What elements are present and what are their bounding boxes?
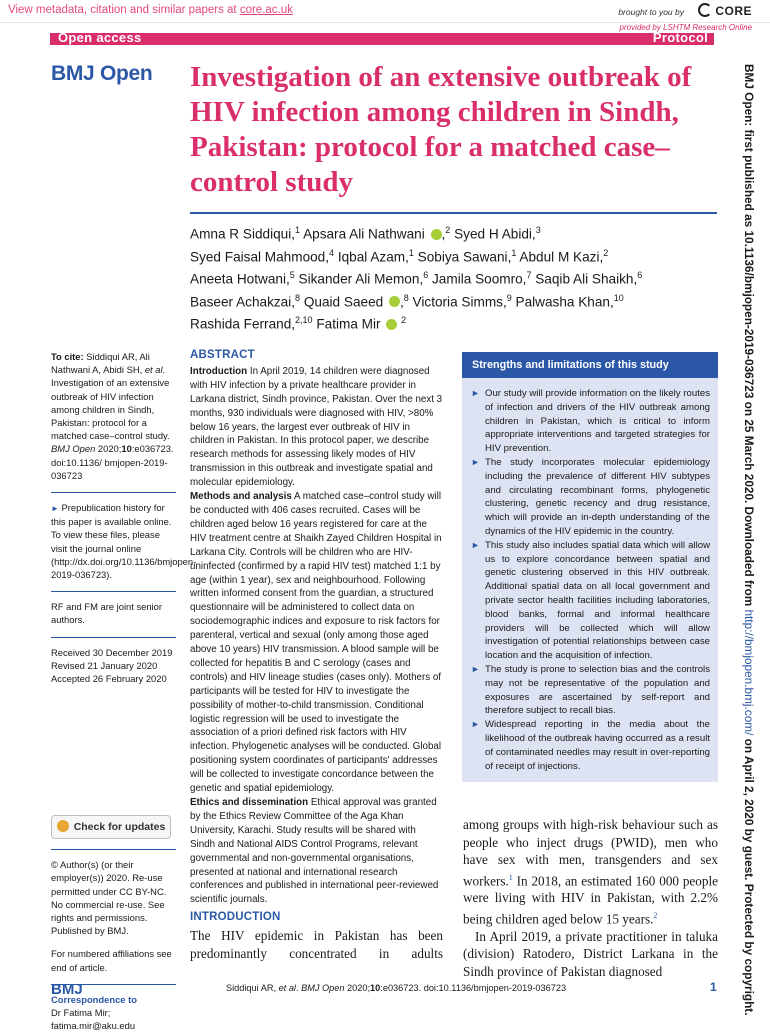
list-item — [471, 718, 710, 773]
abstract-section — [190, 349, 443, 907]
affiliations-note: For numbered affiliations see end of article. — [51, 948, 172, 973]
article-type-label: Protocol — [652, 30, 708, 45]
footer-cite-text: . — [295, 983, 302, 993]
author-list: Amna R Siddiqui,$^1$ Apsara Ali Nathwani ,$^2$ Syed H Abidi,$^3$ Syed Faisal Mahmood,$^4$ Iqbal Azam,$^1$ Sobiya Sawani,$^1$ Abdul M Kazi,$^2$ Aneeta Hotwani,$^5$ Sikander Ali Memon,$^6$ Jamila Soomro,$^7$ Saqib Ali Shaikh,$^6$ Baseer Achakzai,$^8$ Quaid Saeed ,$^8$ Victoria Simms,$^9$ Palwasha Khan,$^{10}$ Rashida Ferrand,$^{2,10}$ Fatima Mir $^2$ — [190, 225, 643, 332]
core-link[interactable]: core.ac.uk — [239, 4, 293, 16]
affiliation-number: 2,10 — [295, 315, 313, 326]
affiliation-number: 1 — [295, 225, 301, 235]
received-date: Received 30 December 2019 — [51, 646, 173, 658]
author: Victoria Simms, — [408, 294, 507, 310]
footer-cite-volume: 10 — [370, 983, 381, 993]
introduction-heading: INTRODUCTION — [190, 911, 281, 923]
brought-to-you-text: brought to you by — [618, 7, 684, 17]
core-logo[interactable] — [698, 3, 752, 18]
footer-citation — [226, 983, 566, 993]
affiliation-number: 1 — [511, 247, 517, 258]
author: Quaid Saeed — [300, 294, 384, 310]
strengths-list — [462, 378, 718, 773]
to-cite-text: . Investigation of an extensive outbreak of HIV infection among children in Sindh, Pakistan: protocol for a matched case–control study. — [51, 364, 170, 442]
correspondence-email[interactable]: fatima.mir@aku.edu — [51, 1020, 136, 1032]
core-banner — [0, 0, 770, 23]
triangle-icon: ► — [51, 504, 59, 514]
prepub-text[interactable]: Prepublication history for this paper is available online. To view these files, please visit the journal online (http://dx.doi.org/10.1136/bmjopen-2019-036723). — [51, 502, 197, 581]
intro-paragraph: In April 2019, a private practitioner in taluka (division) Ratodero, District Larkana in the Sindh province of Pakistan diagnosed — [463, 928, 718, 979]
abstract-intro-text: In April 2019, 14 children were diagnosed with HIV infection by a private healthcare provider in Larkana district, Sindh province, Pakistan. Over the next 3 months, 930 individuals were diagnosed with HIV, >80% below 16 years, the largest ever outbreak of HIV in children in Pakistan. In this protocol paper, we describe research methods for assessing likely modes of HIV transmission in this outbreak and investigate spatial and molecular epidemiology. — [190, 365, 443, 489]
affiliation-number: 4 — [329, 247, 335, 258]
footer-cite-text: 2020; — [344, 983, 371, 993]
affiliation-number: 6 — [637, 270, 643, 281]
footer-cite-doi: :e036723. doi:10.1136/bmjopen-2019-036723 — [380, 983, 567, 993]
side-text: BMJ Open: first published as 10.1136/bmjopen-2019-036723 on 25 March 2020. Downloaded from — [742, 64, 756, 610]
affiliation-number: 1 — [408, 247, 414, 258]
intro-line: The HIV epidemic in Pakistan has been — [190, 928, 443, 943]
introduction-right-column — [463, 816, 718, 980]
strength-text: Our study will provide information on the likely routes of infection and drivers of the HIV outbreak among children in Pakistan, which is critical to inform appropriate interventions and targeted strategies for HIV prevention. — [485, 388, 710, 455]
bmj-footer-logo: BMJ — [51, 981, 83, 998]
author: Abdul M Kazi, — [516, 249, 604, 265]
author: Rashida Ferrand, — [190, 316, 296, 332]
list-item — [471, 663, 710, 718]
footer-cite-journal: BMJ Open — [301, 983, 345, 993]
core-metadata-line — [8, 4, 293, 16]
copyright-note: © Author(s) (or their employer(s)) 2020. Re-use permitted under CC BY-NC. No commercial re-use. See rights and permissions. Published by BMJ. — [51, 859, 167, 937]
triangle-bullet-icon: ► — [471, 719, 480, 730]
revised-date: Revised 21 January 2020 — [51, 659, 158, 671]
article-title: Investigation of an extensive outbreak of HIV infection among children in Sindh, Pakistan: protocol for a matched case–control study — [190, 61, 692, 198]
triangle-bullet-icon: ► — [471, 456, 480, 467]
header-bar — [50, 33, 714, 45]
triangle-bullet-icon: ► — [471, 539, 480, 550]
author: Apsara Ali Nathwani — [300, 226, 425, 242]
journal-logo: BMJ Open — [51, 62, 153, 85]
author: Aneeta Hotwani, — [190, 271, 290, 287]
core-metadata-text: View metadata, citation and similar papers at — [8, 4, 240, 16]
author: Sobiya Sawani, — [413, 249, 512, 265]
affiliation-number: 3 — [535, 225, 541, 235]
intro-paragraph — [463, 816, 718, 928]
author: Fatima Mir — [312, 316, 381, 332]
affiliation-number: 8 — [295, 292, 301, 303]
strength-text: The study incorporates molecular epidemiology including the prevalence of different HIV subtypes and circulating recombinant forms, phylogenetic clustering, genetic recency and drug resistance, which will provide an in-depth understanding of the dynamics of the HIV epidemic in the country. — [485, 456, 710, 537]
core-logo-icon — [698, 3, 712, 17]
abstract-methods-text: A matched case–control study will be conducted with 406 cases recruited. Cases will be children aged below 16 years registered for care at the HIV treatment centre at Shaikh Zayed Children Hospital in Larkana City. Controls will be children who are HIV-uninfected (confirmed by a rapid HIV test) matched 1:1 by age (within 1 year), sex and neighbourhood. Following written informed consent from the guardian, a structured questionnaire will be administered to collect data on sociodemographic indices and exposure to risk factors for parenteral, vertical and sexual (only among those aged above 10 years) HIV transmission. A blood sample will be collected for hepatitis B and C serology (cases and controls) and HIV lineage studies (cases only). Mothers of participants will be tested for HIV to investigate the possibility of mother-to-child transmission. Conditional logistic regression will be used to investigate the association of a priori defined risk factors with HIV infection. Phylogenetic analyses will be conducted. Global positioning system coordinates of participants' addresses will be collected to investigate concordance between the genetic and spatial epidemiology. — [190, 491, 442, 795]
abstract-heading: ABSTRACT — [190, 349, 255, 361]
author: Baseer Achakzai, — [190, 294, 296, 310]
author: Jamila Soomro, — [428, 271, 527, 287]
author: Syed H Abidi, — [450, 226, 536, 242]
footer-cite-etal: et al — [278, 983, 296, 993]
correspondence-heading: Correspondence to — [51, 993, 137, 1005]
list-item — [471, 539, 710, 663]
check-updates-label: Check for updates — [73, 821, 166, 834]
abstract-methods-label: Methods and analysis — [190, 491, 292, 503]
strengths-limitations-box — [462, 352, 718, 782]
affiliation-number: 2 — [445, 225, 451, 235]
affiliation-number: 8 — [403, 292, 409, 303]
sidebar-divider — [51, 849, 176, 850]
affiliation-number: 6 — [423, 270, 429, 281]
orcid-icon[interactable] — [431, 229, 442, 240]
abstract-ethics-label: Ethics and dissemination — [190, 797, 309, 808]
abstract-ethics-text: Ethical approval was granted by the Ethics Review Committee of the Aga Khan University, Karachi. Study results will be shared with Sindh and National AIDS Control Programs, relevant governmental and non-governmental organisations, presented at national and international research conferences and published in international peer-reviewed scientific journals. — [190, 797, 439, 906]
abstract-intro-label: Introduction — [190, 365, 248, 377]
sidebar-divider — [51, 591, 176, 592]
author: Iqbal Azam, — [334, 249, 409, 265]
accepted-date: Accepted 26 February 2020 — [51, 673, 167, 685]
triangle-bullet-icon: ► — [471, 388, 480, 398]
to-cite-label: To cite: — [51, 351, 84, 362]
correspondence-name: Dr Fatima Mir; — [51, 1007, 111, 1019]
to-cite-etal: et al — [144, 364, 163, 376]
abstract-methods — [190, 490, 443, 796]
introduction-left-column — [190, 910, 443, 962]
core-logo-text: CORE — [715, 4, 752, 18]
footer-cite-text: Siddiqui AR, — [226, 983, 279, 993]
to-cite-text: Siddiqui AR, Ali Nathwani A, Abidi SH, — [51, 351, 150, 376]
to-cite-journal: BMJ Open — [51, 443, 96, 455]
intro-text: In 2018, an estimated 160 000 people were living with HIV in Pakistan, with 2.2% being children aged below 15 years. — [463, 872, 718, 927]
check-updates-icon — [57, 820, 69, 832]
limitation-text: The study is prone to selection bias and the controls may not be representative of the population and exposures are ascertained by self-report and therefore subject to recall bias. — [485, 663, 710, 717]
article-sidebar — [51, 350, 197, 1033]
joint-senior-note: RF and FM are joint senior authors. — [51, 601, 162, 626]
strength-text: This study also includes spatial data which will allow us to explore concordance between spatial and genetic clustering observed in this HIV outbreak. Additional spatial data on all local government and private sector health facilities including laboratories, blood banks, formal and informal healthcare providers will be collected which will allow investigation of potential relationships between case location and the acquisition of infection. — [485, 539, 710, 662]
triangle-bullet-icon: ► — [471, 663, 480, 674]
to-cite-text: 2020; — [95, 443, 122, 455]
header-strip — [0, 24, 770, 45]
side-text: on April 2, 2020 by guest. Protected by copyright. — [742, 735, 756, 1016]
provided-by-text: provided by LSHTM Research Online — [619, 23, 752, 32]
check-for-updates-button[interactable] — [51, 815, 171, 839]
page-number: 1 — [710, 980, 717, 994]
limitation-text: Widespread reporting in the media about the likelihood of the outbreak having occurred as a result of contaminated needles may result in over-reporting of receipt of injections. — [485, 719, 710, 772]
author: Sikander Ali Memon, — [294, 271, 424, 287]
author: Saqib Ali Shaikh, — [531, 271, 638, 287]
author: Palwasha Khan, — [511, 294, 614, 310]
intro-text: among groups with high-risk behaviour such as people who inject drugs (PWID), men who have sex with men, transgenders and sex workers. — [463, 817, 718, 888]
author: Syed Faisal Mahmood, — [190, 249, 330, 265]
list-item — [471, 387, 710, 456]
author: Amna R Siddiqui, — [190, 226, 296, 242]
reference-link[interactable]: 1 — [508, 872, 513, 882]
bmjopen-link[interactable]: http://bmjopen.bmj.com/ — [742, 609, 756, 736]
to-cite-doi: :e036723. doi:10.1136/ bmjopen-2019-036723 — [51, 443, 174, 481]
copyright-side-text — [740, 64, 756, 1016]
to-cite-volume: 10 — [121, 443, 132, 455]
prepub-note — [51, 501, 197, 581]
orcid-icon[interactable] — [386, 319, 397, 330]
reference-link[interactable]: 2 — [653, 910, 658, 920]
affiliation-number: 9 — [506, 292, 512, 303]
to-cite-block — [51, 350, 176, 482]
abstract-ethics — [190, 796, 443, 907]
affiliation-number: 5 — [289, 270, 295, 281]
abstract-introduction — [190, 365, 443, 490]
affiliation-number: 2 — [603, 247, 609, 258]
list-item — [471, 456, 710, 539]
sidebar-spacer — [51, 685, 176, 805]
sidebar-divider — [51, 637, 176, 638]
sidebar-divider — [51, 492, 176, 493]
affiliation-number: 2 — [401, 315, 407, 326]
affiliation-number: 7 — [526, 270, 532, 281]
open-access-label: Open access — [58, 30, 142, 45]
title-divider — [190, 212, 717, 214]
intro-line: predominantly concentrated in adults — [190, 945, 443, 961]
affiliation-number: 10 — [613, 292, 624, 303]
strengths-heading: Strengths and limitations of this study — [462, 352, 718, 378]
orcid-icon[interactable] — [389, 296, 400, 307]
